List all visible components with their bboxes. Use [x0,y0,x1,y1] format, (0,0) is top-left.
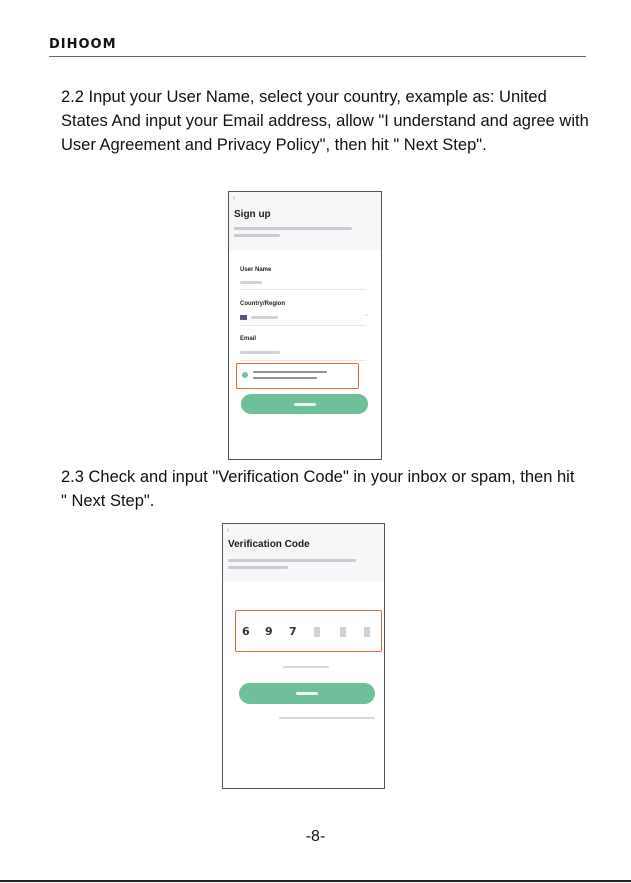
code-digit-empty [364,627,370,637]
resend-timer-text [283,666,329,668]
email-field[interactable] [240,351,280,354]
next-step-button[interactable] [241,394,368,414]
user-name-label: User Name [240,267,272,273]
agreement-text-line [253,371,327,373]
code-digit-2: 9 [265,625,273,638]
verification-screenshot [222,523,385,789]
country-label: Country/Region [240,301,285,307]
agreement-checkbox[interactable] [242,372,248,378]
next-step-button[interactable] [239,683,375,704]
step-2-3-instructions: 2.3 Check and input "Verification Code" in your inbox or spam, then hit " Next Step". [61,468,575,510]
next-step-button-label [294,403,316,406]
verification-subtitle-placeholder [228,559,356,573]
signup-title: Sign up [234,209,271,220]
code-digit-empty [314,627,320,637]
step-2-2-instructions: 2.2 Input your User Name, select your country, example as: United States And input your Email address, allow "I understand and agree with User Agreement and Privacy Policy", then hit " Next Step". [61,88,589,154]
back-arrow-icon: ‹ [227,527,230,534]
signup-screenshot [228,191,382,460]
signup-subtitle-placeholder [234,227,352,241]
code-digit-empty [340,627,346,637]
chevron-down-icon[interactable]: ⌄ [364,312,370,318]
country-select[interactable] [251,316,278,319]
brand-logo: DIHOOM [49,37,117,52]
code-digit-3: 7 [289,625,297,638]
header-divider [49,56,586,57]
field-divider [240,360,366,361]
user-name-field[interactable] [240,281,262,284]
agreement-highlight [236,363,359,389]
signup-form-card [229,250,381,459]
field-divider [240,325,366,326]
verification-title: Verification Code [228,539,310,550]
field-divider [240,289,366,290]
no-code-help-link[interactable] [279,717,375,719]
footer-divider [0,880,631,882]
code-digit-1: 6 [242,625,250,638]
agreement-text-line [253,377,317,379]
us-flag-icon [240,315,247,320]
next-step-button-label [296,692,318,695]
email-label: Email [240,336,257,342]
verification-code-input[interactable] [235,610,382,652]
back-arrow-icon: ‹ [233,195,236,202]
page-number: -8- [305,828,326,845]
